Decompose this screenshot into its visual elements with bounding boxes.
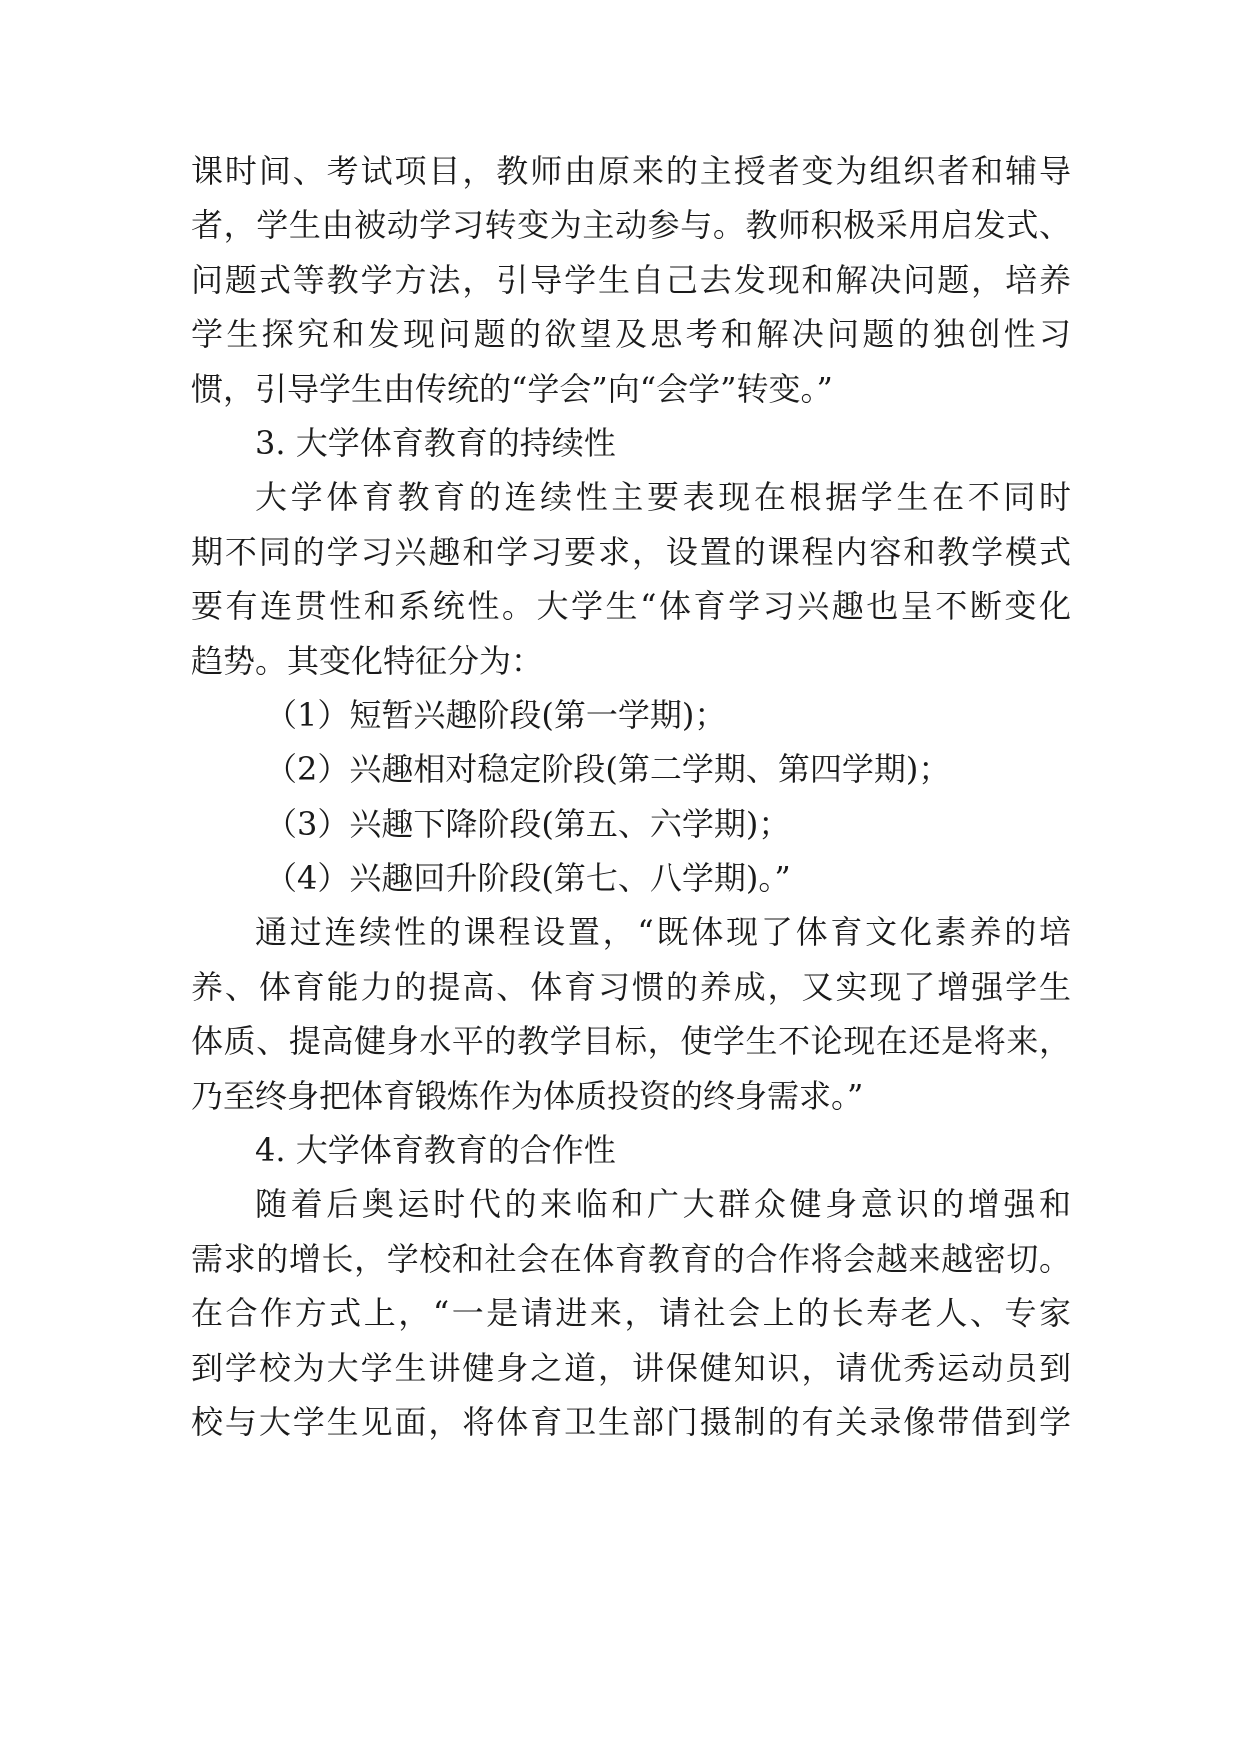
text-line: 学生探究和发现问题的欲望及思考和解决问题的独创性习 bbox=[191, 315, 1071, 354]
text-line: 乃至终身把体育锻炼作为体质投资的终身需求。” bbox=[191, 1076, 864, 1115]
document-body bbox=[191, 144, 1071, 1449]
text-line: 惯，引导学生由传统的“学会”向“会学”转变。” bbox=[191, 369, 833, 408]
text-line: 需求的增长，学校和社会在体育教育的合作将会越来越密切。 bbox=[191, 1239, 1071, 1278]
list-item: （3）兴趣下降阶段(第五、六学期)； bbox=[265, 804, 791, 843]
section-heading: 3. 大学体育教育的持续性 bbox=[255, 423, 616, 462]
text-line: 期不同的学习兴趣和学习要求，设置的课程内容和教学模式 bbox=[191, 532, 1071, 571]
text-line: 者，学生由被动学习转变为主动参与。教师积极采用启发式、 bbox=[191, 206, 1071, 245]
list-item: （4）兴趣回升阶段(第七、八学期)。” bbox=[265, 859, 791, 898]
text-line: 到学校为大学生讲健身之道，讲保健知识，请优秀运动员到 bbox=[191, 1348, 1071, 1387]
text-line: 校与大学生见面，将体育卫生部门摄制的有关录像带借到学 bbox=[191, 1402, 1071, 1441]
text-line: 通过连续性的课程设置，“既体现了体育文化素养的培 bbox=[255, 913, 1071, 952]
text-line: 要有连贯性和系统性。大学生“体育学习兴趣也呈不断变化 bbox=[191, 587, 1071, 626]
section-heading: 4. 大学体育教育的合作性 bbox=[255, 1131, 616, 1170]
text-line: 在合作方式上，“一是请进来，请社会上的长寿老人、专家 bbox=[191, 1294, 1071, 1333]
text-line: 养、体育能力的提高、体育习惯的养成，又实现了增强学生 bbox=[191, 967, 1071, 1006]
text-line: 课时间、考试项目，教师由原来的主授者变为组织者和辅导 bbox=[191, 152, 1071, 190]
text-line: 趋势。其变化特征分为： bbox=[191, 641, 544, 680]
text-line: 体质、提高健身水平的教学目标，使学生不论现在还是将来， bbox=[191, 1022, 1071, 1061]
list-item: （1）短暂兴趣阶段(第一学期)； bbox=[265, 695, 727, 734]
text-line: 问题式等教学方法，引导学生自己去发现和解决问题，培养 bbox=[191, 260, 1071, 299]
text-line: 随着后奥运时代的来临和广大群众健身意识的增强和 bbox=[255, 1185, 1071, 1224]
list-item: （2）兴趣相对稳定阶段(第二学期、第四学期)； bbox=[265, 750, 951, 789]
text-line: 大学体育教育的连续性主要表现在根据学生在不同时 bbox=[255, 478, 1071, 517]
